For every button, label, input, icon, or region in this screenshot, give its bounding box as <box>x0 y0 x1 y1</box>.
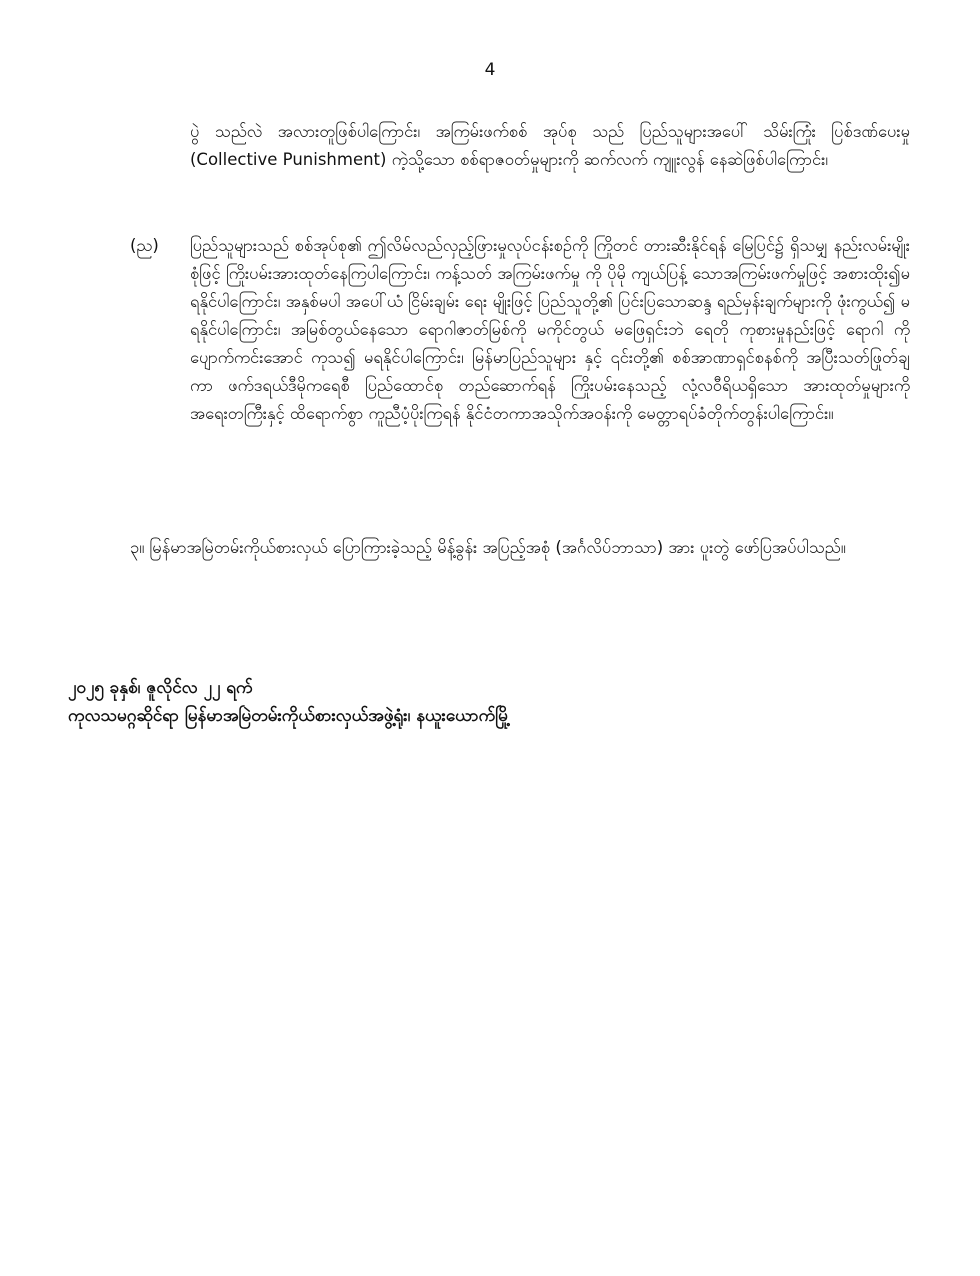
signature-date: ၂၀၂၅ ခုနှစ်၊ ဇူလိုင်လ ၂၂ ရက် <box>68 678 253 698</box>
section-number: ၃။ <box>130 538 145 557</box>
section-paragraph <box>68 534 910 562</box>
section-text: မြန်မာအမြဲတမ်းကိုယ်စားလှယ် ပြောကြားခဲ့သည့် မိန့်ခွန်း အပြည့်အစုံ (အင်္ဂလိပ်ဘာသာ) အား ပူးတွဲ ဖော်ပြအပ်ပါသည်။ <box>149 538 846 557</box>
item-paragraph: ပြည်သူများသည် စစ်အုပ်စု၏ ဤလိမ်လည်လှည့်ဖြားမှုလုပ်ငန်းစဉ်ကို ကြိုတင် တားဆီးနိုင်ရန် မြေပြင်၌ ရှိသမျှ နည်းလမ်းမျိုးစုံဖြင့် ကြိုးပမ်းအားထုတ်နေကြပါကြောင်း၊ ကန့်သတ် အကြမ်းဖက်မှု ကို ပိုမို ကျယ်ပြန့် သောအကြမ်းဖက်မှုဖြင့် အစားထိုး၍မရနိုင်ပါကြောင်း၊ အနှစ်မပါ အပေါ်ယံ ငြိမ်းချမ်း ရေး မျိုးဖြင့် ပြည်သူတို့၏ ပြင်းပြသောဆန္ဒ ရည်မှန်းချက်များကို ဖုံးကွယ်၍ မရနိုင်ပါကြောင်း၊ အမြစ်တွယ်နေသော ရောဂါဇာတ်မြစ်ကို မကိုင်တွယ် မဖြေရှင်းဘဲ ရေတို ကုစားမှုနည်းဖြင့် ရောဂါ ကို ပျောက်ကင်းအောင် ကုသ၍ မရနိုင်ပါကြောင်း၊ မြန်မာပြည်သူများ နှင့် ၎င်းတို့၏ စစ်အာဏာရှင်စနစ်ကို အပြီးသတ်ဖြုတ်ချကာ ဖက်ဒရယ်ဒီမိုကရေစီ ပြည်ထောင်စု တည်ဆောက်ရန် ကြိုးပမ်းနေသည့် လုံ့လဝီရိယရှိသော အားထုတ်မှုများကို အရေးတကြီးနှင့် ထိရောက်စွာ ကူညီပံ့ပိုးကြရန် နိုင်ငံတကာအသိုက်အဝန်းကို မေတ္တာရပ်ခံတိုက်တွန်းပါကြောင်း။ <box>190 236 910 423</box>
page-number: 4 <box>484 60 496 80</box>
item-label: (ည) <box>130 236 159 255</box>
continuation-paragraph: ပွဲ သည်လဲ အလားတူဖြစ်ပါကြောင်း၊ အကြမ်းဖက်စစ် အုပ်စု သည် ပြည်သူများအပေါ် သိမ်းကြုံး ပြစ်ဒဏ်ပေးမှု (Collective Punishment) ကဲ့သို့သော စစ်ရာဇဝတ်မှုများကို ဆက်လက် ကျူးလွန် နေဆဲဖြစ်ပါကြောင်း၊ <box>190 122 910 169</box>
signature-block <box>68 674 910 730</box>
signature-office: ကုလသမဂ္ဂဆိုင်ရာ မြန်မာအမြဲတမ်းကိုယ်စားလှယ်အဖွဲ့ရုံး၊ နယူးယောက်မြို့ <box>68 706 511 726</box>
